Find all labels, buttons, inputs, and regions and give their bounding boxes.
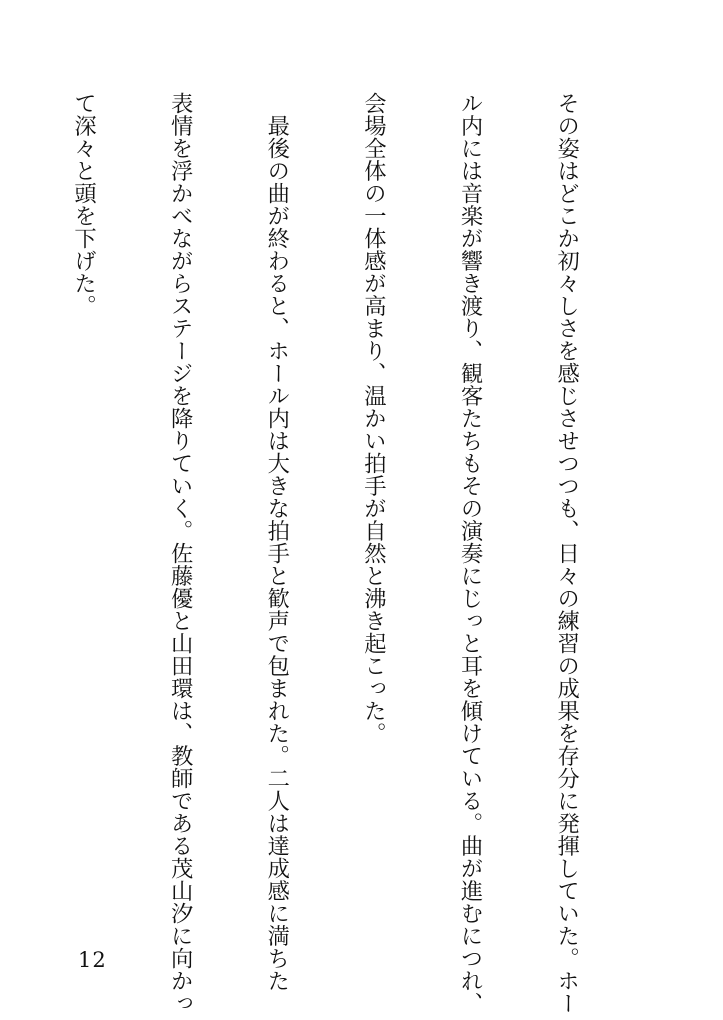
text-line: 最後の曲が終わると、ホール内は大きな拍手と歓声で包まれた。二人は達成感に満ちた <box>263 92 290 992</box>
text-line: その姿はどこか初々しさを感じさせつつも、日々の練習の成果を存分に発揮していた。ホー <box>553 92 580 1015</box>
text-line: 会場全体の一体感が高まり、温かい拍手が自然と沸き起こった。 <box>360 92 387 745</box>
text-line: ル内には音楽が響き渡り、観客たちもその演奏にじっと耳を傾けている。曲が進むにつれ、 <box>456 92 483 1015</box>
text-line: て深々と頭を下げた。 <box>70 92 97 317</box>
text-line <box>0 92 3 952</box>
page-number: 12 <box>78 948 107 972</box>
text-line: 表情を浮かべながらステージを降りていく。佐藤優と山田環は、教師である茂山汐に向かっ <box>167 92 194 1015</box>
